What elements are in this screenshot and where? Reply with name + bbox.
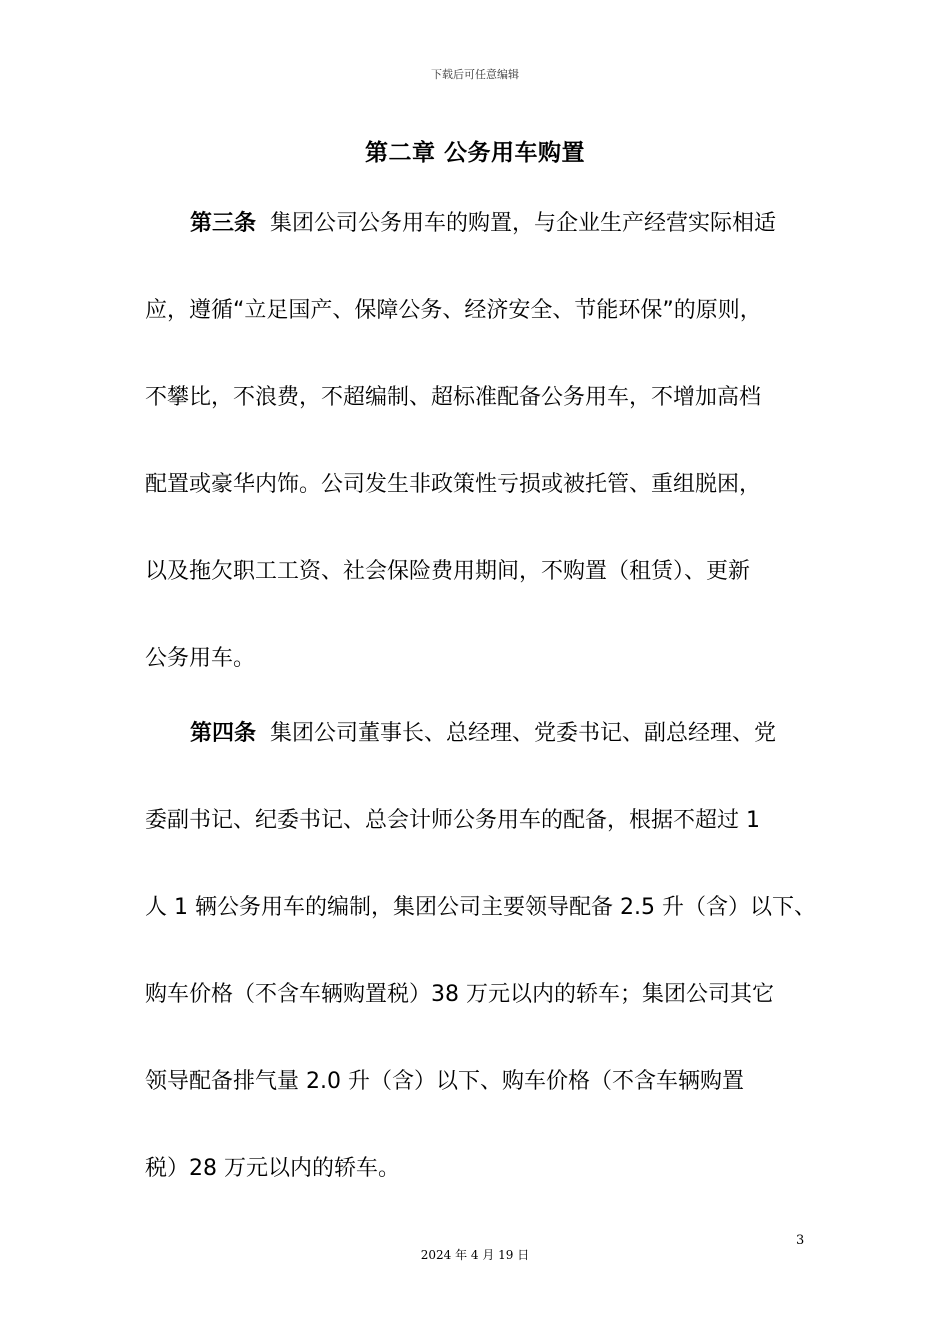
article-label: 第四条	[190, 721, 257, 746]
page-number: 3	[796, 1233, 805, 1248]
article-text: 集团公司董事长、总经理、党委书记、副总经理、党	[270, 721, 777, 746]
article-line: 人 1 辆公务用车的编制，集团公司主要领导配备 2.5 升（含）以下、	[145, 895, 816, 920]
article-text: 集团公司公务用车的购置，与企业生产经营实际相适	[270, 211, 777, 236]
article-label: 第三条	[190, 211, 257, 236]
article-line: 委副书记、纪委书记、总会计师公务用车的配备，根据不超过 1	[145, 808, 760, 833]
article-line: 购车价格（不含车辆购置税）38 万元以内的轿车；集团公司其它	[145, 982, 774, 1007]
chapter-title: 第二章 公务用车购置	[364, 140, 585, 166]
header-note: 下载后可任意编辑	[431, 68, 519, 81]
article-line: 公务用车。	[145, 646, 256, 671]
article-line: 应，遵循“立足国产、保障公务、经济安全、节能环保”的原则，	[145, 298, 762, 323]
article-line	[145, 711, 810, 798]
footer-date: 2024 年 4 月 19 日	[420, 1248, 530, 1262]
article-3	[145, 201, 810, 723]
article-line: 领导配备排气量 2.0 升（含）以下、购车价格（不含车辆购置	[145, 1069, 744, 1094]
article-line: 以及拖欠职工工资、社会保险费用期间，不购置（租赁）、更新	[145, 559, 751, 584]
article-4	[145, 711, 816, 1233]
article-line: 税）28 万元以内的轿车。	[145, 1156, 400, 1181]
article-line: 不攀比，不浪费，不超编制、超标准配备公务用车，不增加高档	[145, 385, 762, 410]
article-line: 配置或豪华内饰。公司发生非政策性亏损或被托管、重组脱困，	[145, 472, 762, 497]
article-line	[145, 201, 810, 288]
